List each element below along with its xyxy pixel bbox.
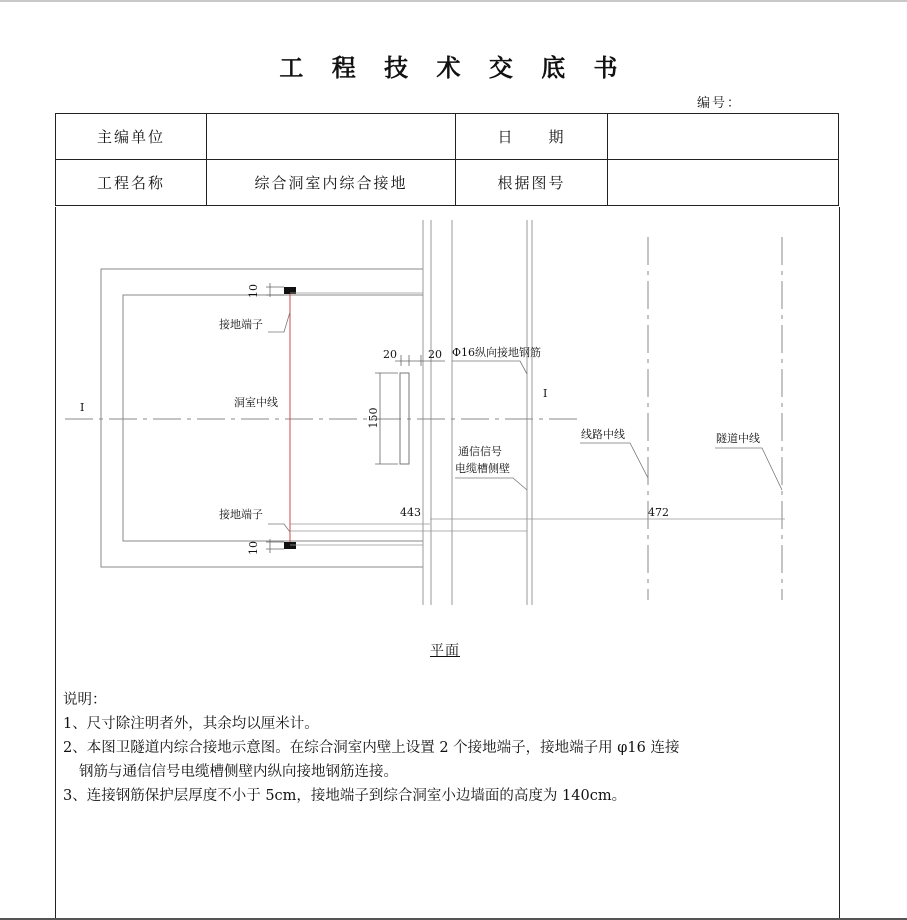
project-label: 工程名称 bbox=[56, 160, 207, 206]
wall-lines bbox=[423, 220, 532, 605]
dim-150-text: 150 bbox=[367, 407, 380, 429]
note-item: 2、本图卫隧道内综合接地示意图。在综合洞室内壁上设置 2 个接地端子，接地端子用 φ16 连接 bbox=[63, 740, 680, 756]
dim-10-lines bbox=[266, 283, 284, 553]
drawing-no-label: 根据图号 bbox=[456, 160, 608, 206]
section-mark-left: I bbox=[80, 401, 85, 414]
dim-20-a-text: 20 bbox=[383, 348, 397, 361]
section-mark-right: I bbox=[543, 387, 548, 400]
dim-150-lines bbox=[375, 355, 445, 464]
terminal-bottom-label: 接地端子 bbox=[219, 508, 263, 521]
drawing-caption: 平面 bbox=[430, 643, 460, 659]
dim-20-b-text: 20 bbox=[428, 348, 442, 361]
cable-trough-label-1: 通信信号 bbox=[458, 445, 502, 458]
note-item: 钢筋与通信信号电缆槽侧壁内纵向接地钢筋连接。 bbox=[79, 764, 398, 780]
route-centerline-label: 线路中线 bbox=[581, 428, 625, 441]
dim-443-text: 443 bbox=[400, 506, 421, 519]
dim-10-bottom-text: 10 bbox=[247, 541, 260, 555]
terminal-top-label: 接地端子 bbox=[219, 318, 263, 331]
notes-section bbox=[63, 688, 835, 808]
cable-trough-label-2: 电缆槽侧壁 bbox=[455, 462, 510, 475]
note-item: 1、尺寸除注明者外，其余均以厘米计。 bbox=[63, 716, 319, 732]
chamber-centerline-label: 洞室中线 bbox=[234, 396, 278, 409]
leader-lines bbox=[268, 312, 782, 532]
notes-heading: 说明： bbox=[63, 692, 107, 708]
document-number-label: 编号： bbox=[697, 96, 743, 111]
tunnel-centerline-label: 隧道中线 bbox=[716, 432, 760, 445]
page-title: 工 程 技 术 交 底 书 bbox=[279, 53, 628, 82]
dim-10-top-text: 10 bbox=[247, 284, 260, 298]
date-label: 日 期 bbox=[456, 114, 608, 160]
dim-472-text: 472 bbox=[648, 506, 669, 519]
unit-label: 主编单位 bbox=[56, 114, 207, 160]
note-item: 3、连接钢筋保护层厚度不小于 5cm，接地端子到综合洞室小边墙面的高度为 140cm。 bbox=[63, 788, 627, 804]
rebar-label: Φ16纵向接地钢筋 bbox=[452, 346, 542, 359]
grounding-terminal-bottom bbox=[284, 542, 296, 549]
project-value: 综合洞室内综合接地 bbox=[207, 160, 456, 206]
